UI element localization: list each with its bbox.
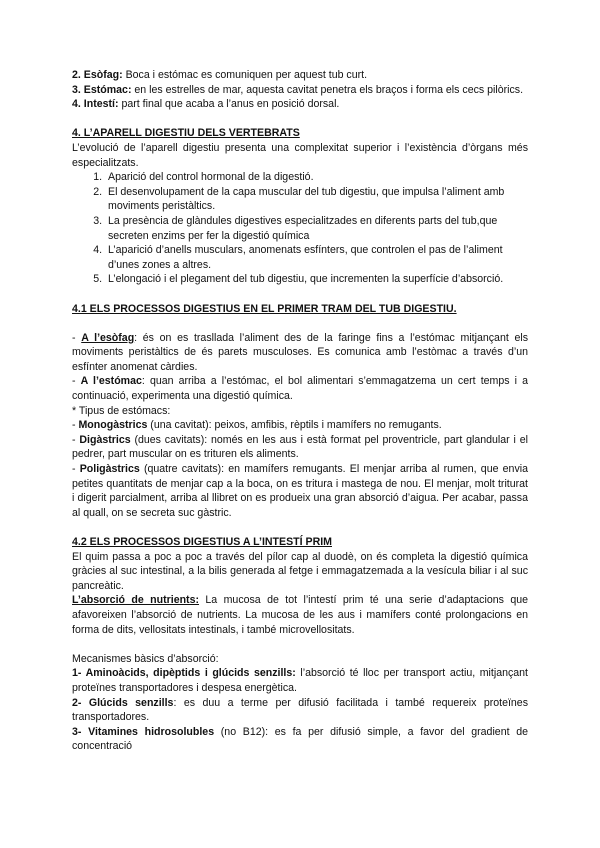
list-item: 2. El desenvolupament de la capa muscular del tub digestiu, que impulsa l’aliment amb moviments peristàltics. <box>105 185 528 214</box>
mechanism-2-label: 2- Glúcids senzills <box>72 696 174 709</box>
absorcio-paragraph <box>72 593 528 637</box>
organ-text: part final que acaba a l’anus en posició dorsal. <box>118 98 340 111</box>
esofag-label: A l’esòfag <box>81 331 135 344</box>
list-item: 1. Aparició del control hormonal de la digestió. <box>105 170 528 185</box>
organ-label: 4. Intestí: <box>72 98 119 111</box>
organ-label: 3. Estómac: <box>72 83 132 96</box>
list-item: 3. La presència de glàndules digestives especialitzades en diferents parts del tub,que secreten enzims per fer la digestió química <box>105 214 528 243</box>
organ-intesti <box>72 97 528 112</box>
estomac-text: : quan arriba a l’estómac, el bol alimentari s’emmagatzema un cert temps i a continuació, experimenta una digestió química. <box>72 375 528 403</box>
estomac-paragraph: - A l’estómac: quan arriba a l’estómac, el bol alimentari s’emmagatzema un cert temps i a continuació, experimenta una digestió química. <box>72 375 528 403</box>
esofag-paragraph: - A l’esòfag: és on es trasllada l’aliment des de la faringe fins a l’estómac mitjançant els moviments peristàltics de és parets musculoses. Es comunica amb l’estòmac a través d’un esfínter anomenat càrdies. <box>72 331 528 373</box>
mechanism-1-text: l’absorció té lloc per transport actiu, mitjançant proteïnes transportadores i despesa energètica. <box>72 667 529 694</box>
esofag-text: : és on es trasllada l’aliment des de la faringe fins a l’estómac mitjançant els moviments peristàltics de és parets musculoses. Es comunica amb l’estòmac a través d’un esfínter anomenat càrdies. <box>72 331 528 373</box>
estomac-label: A l’estómac <box>80 375 142 388</box>
monogastrics-text: (una cavitat): peixos, amfibis, rèptils i mamífers no remugants. <box>147 419 442 432</box>
mechanism-3-label: 3- Vitamines hidrosolubles <box>72 725 215 738</box>
section-4-intro: L’evolució de l’aparell digestiu presenta una complexitat superior i l’existència d’òrgans més especialitzats. <box>72 141 528 169</box>
digastrics-label: Digàstrics <box>79 433 131 446</box>
organ-label: 2. Esòfag: <box>72 69 123 81</box>
section-4-2-heading: 4.2 ELS PROCESSOS DIGESTIUS A L’INTESTÍ PRIM <box>72 536 332 548</box>
monogastrics-label: Monogàstrics <box>78 419 148 432</box>
organ-text: Boca i estómac es comuniquen per aquest tub curt. <box>122 69 368 81</box>
mechanism-1 <box>72 666 528 695</box>
organ-esofag <box>72 68 528 83</box>
poligastrics-label: Poligàstrics <box>79 463 140 476</box>
organ-estomac <box>72 83 528 98</box>
section-4-heading: 4. L’APARELL DIGESTIU DELS VERTEBRATS <box>72 127 300 140</box>
stomach-types-label: * Tipus de estómacs: <box>72 404 171 417</box>
mechanism-2 <box>72 696 528 725</box>
mechanism-3 <box>72 725 528 754</box>
section-4-2-intro: El quim passa a poc a poc a través del pílor cap al duodè, on és completa la digestió química gràcies al suc intestinal, a la bilis generada al fetge i emmagatzemada a la vesícula biliar i al suc pancreàtic. <box>72 550 528 592</box>
absorcio-label: L’absorció de nutrients: <box>72 594 200 607</box>
digastrics-text: (dues cavitats): només en les aus i està format pel proventricle, part glandular i el pedrer, part muscular on es trituren els aliments. <box>72 433 528 461</box>
document-page <box>72 68 528 754</box>
list-item: 5. L’elongació i el plegament del tub digestiu, que incrementen la superfície d’absorció. <box>105 272 528 287</box>
poligastrics-text: (quatre cavitats): en mamífers remugants. El menjar arriba al rumen, que envia petites quantitats de menjar cap a la boca, on es tritura i mastega de nou. El menjar, molt triturat i digerit parcialment, arriba al llibret on es produeix una gran absorció d’aigua. Per acabar, passa al quall, on se secreta suc gàstric. <box>72 463 528 519</box>
mechanisms-label: Mecanismes bàsics d’absorció: <box>72 652 219 665</box>
mechanism-2-text: : es duu a terme per difusió facilitada i també requereix proteïnes transportadores. <box>72 696 528 724</box>
monogastrics-paragraph: - Monogàstrics (una cavitat): peixos, amfibis, rèptils i mamífers no remugants. <box>72 419 442 432</box>
section-4-1-heading: 4.1 ELS PROCESSOS DIGESTIUS EN EL PRIMER TRAM DEL TUB DIGESTIU. <box>72 302 457 315</box>
poligastrics-paragraph: - Poligàstrics (quatre cavitats): en mamífers remugants. El menjar arriba al rumen, que envia petites quantitats de menjar cap a la boca, on es tritura i mastega de nou. El menjar, molt triturat i digerit parcialment, arriba al llibret on es produeix una gran absorció d’aigua. Per acabar, passa al quall, on se secreta suc gàstric. <box>72 463 528 519</box>
mechanism-3-text: (no B12): es fa per difusió simple, a favor del gradient de concentració <box>72 725 528 753</box>
absorcio-text: La mucosa de tot l’intestí prim té una serie d’adaptacions que afavoreixen l’absorció de nutrients. La mucosa de les aus i mamífers conté prolongacions en forma de dits, vellositats intestinals, i també microvellositats. <box>72 594 528 636</box>
evolution-list <box>72 170 528 287</box>
organ-text: en les estrelles de mar, aquesta cavitat penetra els braços i forma els cecs pilòrics. <box>131 83 524 96</box>
mechanism-1-label: 1- Aminoàcids, dipèptids i glúcids senzills: <box>72 667 296 680</box>
digastrics-paragraph: - Digàstrics (dues cavitats): només en les aus i està format pel proventricle, part glandular i el pedrer, part muscular on es trituren els aliments. <box>72 433 528 461</box>
list-item: 4. L’aparició d’anells musculars, anomenats esfínters, que controlen el pas de l’aliment d’unes zones a altres. <box>105 243 528 272</box>
